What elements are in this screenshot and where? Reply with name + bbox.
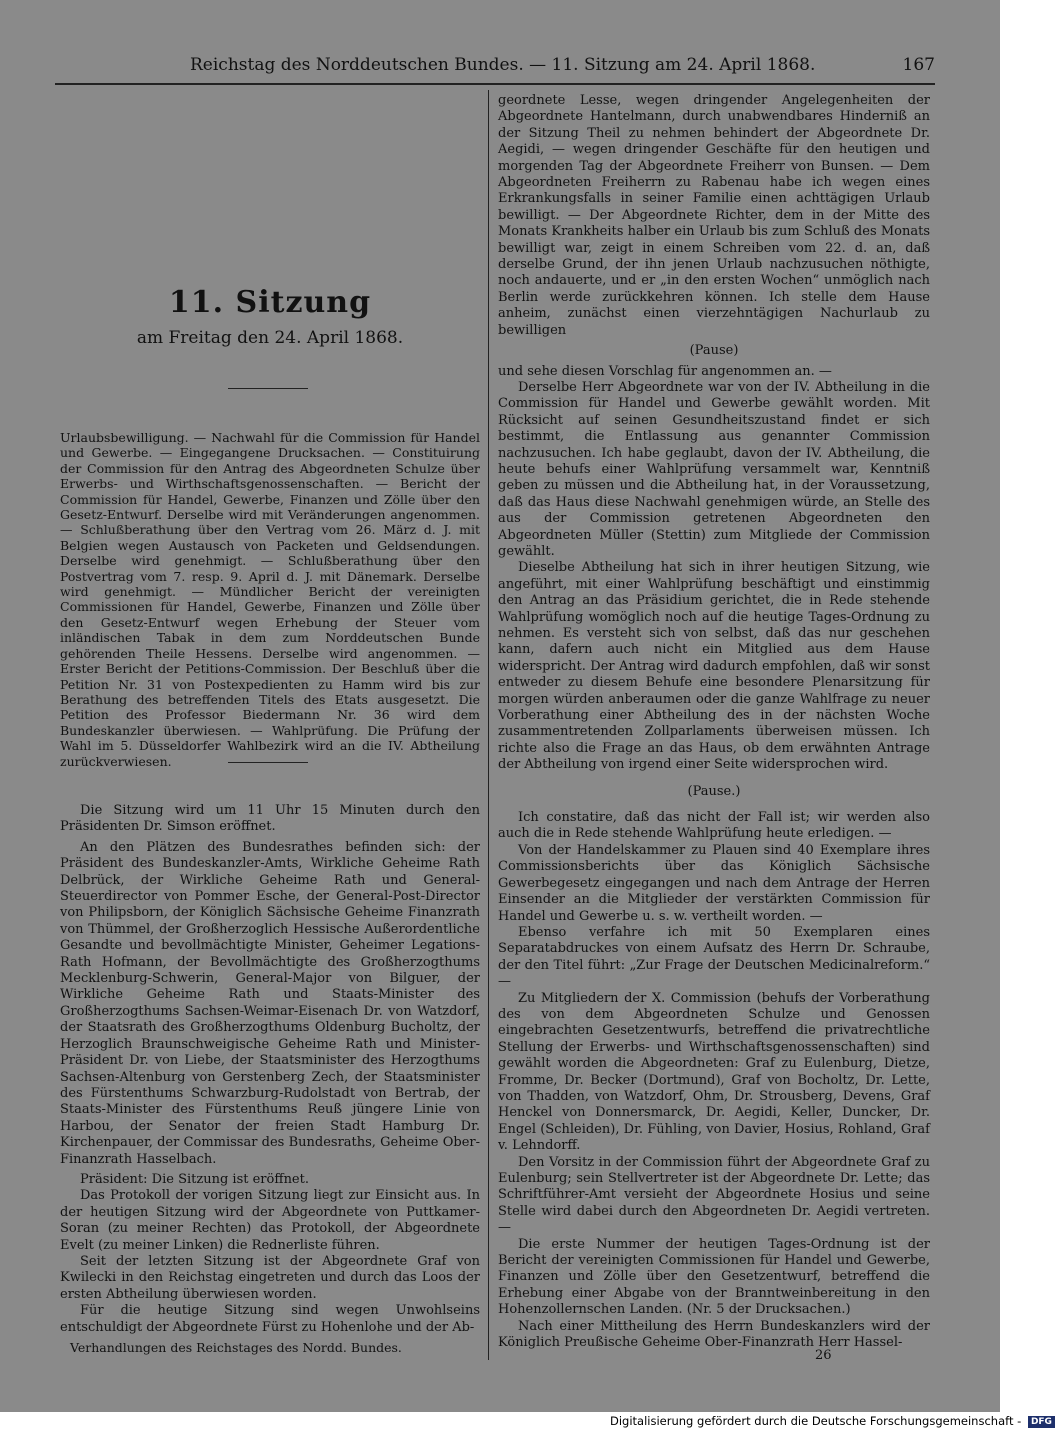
session-date: am Freitag den 24. April 1868. (136, 328, 404, 348)
paragraph: Den Vorsitz in der Commission führt der Abgeordnete Graf zu Eulenburg; sein Stellvertreter ist der Abgeordnete Dr. Lette; das Schriftführer-Amt versieht der Abgeordnete Hosius und seine Stelle wird dabei durch den Abgeordneten Dr. Aegidi vertreten. — (498, 1154, 930, 1236)
paragraph: und sehe diesen Vorschlag für angenommen an. — (498, 363, 832, 379)
title-rule (228, 388, 308, 389)
paragraph: Nach einer Mittheilung des Herrn Bundeskanzlers wird der Königlich Preußische Geheime Ober-Finanzrath Herr Hassel- (498, 1318, 930, 1351)
paragraph: geordnete Lesse, wegen dringender Angelegenheiten der Abgeordnete Hantelmann, durch unabwendbares Hinderniß an der Sitzung Theil zu nehmen behindert der Abgeordnete Dr. Aegidi, — wegen dringender Geschäfte für den heutigen und morgenden Tag der Abgeordnete Freiherr von Bunsen. — Dem Abgeordneten Freiherrn zu Rabenau habe ich wegen eines Erkrankungsfalls in seiner Familie einen achttägigen Urlaub bewilligt. — Der Abgeordnete Richter, dem in der Mitte des Monats Krankheits halber ein Urlaub bis zum Schluß des Monats bewilligt war, zeigt in einem Schreiben vom 22. d. an, daß derselbe Grund, der ihn jenen Urlaub nachzusuchen nöthigte, noch andauerte, und er „in den ersten Wochen“ unmöglich nach Berlin werde zurückkehren können. Ich stelle dem Hause anheim, zunächst einen vierzehntägigen Nachurlaub zu bewilligen (498, 93, 930, 338)
paragraph: Für die heutige Sitzung sind wegen Unwohlseins entschuldigt der Abgeordnete Fürst zu Hohenlohe und der Ab- (60, 1303, 480, 1335)
digitization-credit (610, 1414, 1055, 1428)
paragraph: Ich constatire, daß das nicht der Fall ist; wir werden also auch die in Rede stehende Wahlprüfung heute erledigen. — (498, 810, 930, 842)
running-header-title: Reichstag des Norddeutschen Bundes. — 11. Sitzung am 24. April 1868. (190, 55, 816, 75)
session-summary (60, 430, 480, 769)
left-column-body (60, 803, 480, 1336)
paragraph: Zu Mitgliedern der X. Commission (behufs der Vorberathung des von dem Abgeordneten Schulze und Genossen eingebrachten Gesetzentwurfs, betreffend die privatrechtliche Stellung der Erwerbs- und Wirthschaftsgenossenschaften) sind gewählt worden die Abgeordneten: Graf zu Eulenburg, Dietze, Fromme, Dr. Becker (Dortmund), Graf von Bocholtz, Dr. Lette, von Thadden, von Watzdorf, Ohm, Dr. Strousberg, Devens, Graf Henckel von Donnersmarck, Dr. Aegidi, Keller, Duncker, Dr. Engel (Schleiden), Dr. Fühling, von Davier, Hosius, Rohland, Graf v. Lehndorff. (498, 990, 930, 1154)
header-rule (55, 83, 935, 85)
footer-sheet-number: 26 (815, 1348, 832, 1363)
paragraph: Präsident: Die Sitzung ist eröffnet. (80, 1171, 309, 1187)
paragraph: Derselbe Herr Abgeordnete war von der IV. Abtheilung in die Commission für Handel und Gewerbe gewählt worden. Mit Rücksicht auf seinen Gesundheitszustand findet er sich bestimmt, die Entlassung aus genannter Commission nachzusuchen. Ich habe geglaubt, davon der IV. Abtheilung, die heute behufs einer Wahlprüfung versammelt war, Kenntniß geben zu müssen und die Abtheilung hat, in der Voraussetzung, daß das Haus diese Nachwahl genehmigen würde, an Stelle des aus der Commission getretenen Abgeordneten den Abgeordneten Müller (Stettin) zum Mitgliede der Commission gewählt. (498, 379, 930, 559)
paragraph: Ebenso verfahre ich mit 50 Exemplaren eines Separatabdruckes von einem Aufsatz des Herrn Dr. Schraube, der den Titel führt: „Zur Frage der Deutschen Medicinalreform.“ — (498, 924, 930, 990)
session-title: 11. Sitzung (168, 285, 372, 320)
page-number: 167 (902, 55, 935, 75)
column-divider (488, 90, 489, 1360)
paragraph: Die Sitzung wird um 11 Uhr 15 Minuten durch den Präsidenten Dr. Simson eröffnet. (60, 803, 480, 835)
paragraph: Das Protokoll der vorigen Sitzung liegt zur Einsicht aus. In der heutigen Sitzung wird der Abgeordnete von Puttkamer-Soran (zu meiner Rechten) das Protokoll, der Abgeordnete Evelt (zu meiner Linken) die Rednerliste führen. (60, 1188, 480, 1253)
running-header (190, 55, 935, 81)
right-column-body (498, 93, 930, 1351)
summary-rule (228, 762, 308, 763)
pause-note: (Pause) (689, 343, 739, 359)
credit-text: Digitalisierung gefördert durch die Deutsche Forschungsgemeinschaft - (610, 1414, 1022, 1428)
paragraph: Die erste Nummer der heutigen Tages-Ordnung ist der Bericht der vereinigten Commissionen für Handel und Gewerbe, Finanzen und Zölle über den Gesetzentwurf, betreffend die Erhebung einer Abgabe von der Branntweinbereitung in den Hohenzollernschen Landen. (Nr. 5 der Drucksachen.) (498, 1236, 930, 1318)
footer-publication: Verhandlungen des Reichstages des Nordd. Bundes. (70, 1340, 402, 1355)
pause-note: (Pause.) (687, 783, 741, 799)
paragraph: An den Plätzen des Bundesrathes befinden sich: der Präsident des Bundeskanzler-Amts, Wirkliche Geheime Rath Delbrück, der Wirkliche Geheime Rath und General-Steuerdirector von Pommer Esche, der General-Post-Director von Philipsborn, der Königlich Sächsische Geheime Finanzrath von Thümmel, der Großherzoglich Hessische Außerordentliche Gesandte und bevollmächtigte Minister, Geheimer Legations-Rath Hofmann, der Bevollmächtigte des Großherzogthums Mecklenburg-Schwerin, General-Major von Bilguer, der Wirkliche Geheime Rath und Staats-Minister des Großherzogthums Sachsen-Weimar-Eisenach Dr. von Watzdorf, der Staatsrath des Großherzogthums Oldenburg Bucholtz, der Herzoglich Braunschweigische Geheime Rath und Minister-Präsident Dr. von Liebe, der Staatsminister des Herzogthums Sachsen-Altenburg von Gerstenberg Zech, der Staatsminister des Fürstenthums Schwarzburg-Rudolstadt von Bertrab, der Staats-Minister des Fürstenthums Reuß jüngere Linie von Harbou, der Senator der freien Stadt Hamburg Dr. Kirchenpauer, der Commissar des Bundesraths, Geheime Ober-Finanzrath Hasselbach. (60, 839, 480, 1167)
paragraph: Dieselbe Abtheilung hat sich in ihrer heutigen Sitzung, wie angeführt, mit einer Wahlprüfung beschäftigt und einstimmig den Antrag an das Präsidium gerichtet, die in Rede stehende Wahlprüfung womöglich noch auf die heutige Tages-Ordnung zu nehmen. Es versteht sich von selbst, daß das nur geschehen kann, dafern auch nicht ein Mitglied aus dem Hause widerspricht. Der Antrag wird dadurch empfohlen, daß wir sonst entweder zu diesem Behufe eine besondere Plenarsitzung für morgen würden anberaumen oder die ganze Wahlfrage zu neuer Vorberathung einer Abtheilung des in der nächsten Woche zusammentretenden Zollparlaments überweisen müssen. Ich richte also die Frage an das Haus, ob dem erwähnten Antrage der Abtheilung von irgend einer Seite widersprochen wird. (498, 560, 930, 773)
dfg-logo-icon: DFG (1028, 1416, 1055, 1428)
paragraph: Seit der letzten Sitzung ist der Abgeordnete Graf von Kwilecki in den Reichstag eingetreten und durch das Loos der ersten Abtheilung überwiesen worden. (60, 1253, 480, 1302)
paragraph: Von der Handelskammer zu Plauen sind 40 Exemplare ihres Commissionsberichts über das Königlich Sächsische Gewerbegesetz eingegangen und nach dem Antrage der Herren Einsender an die Mitglieder der verstärkten Commission für Handel und Gewerbe u. s. w. vertheilt worden. — (498, 842, 930, 924)
summary-text: Urlaubsbewilligung. — Nachwahl für die Commission für Handel und Gewerbe. — Eingegangene Drucksachen. — Constituirung der Commission für den Antrag des Abgeordneten Schulze über Erwerbs- und Wirthschaftsgenossenschaften. — Bericht der Commission für Handel, Gewerbe, Finanzen und Zölle über den Gesetz-Entwurf. Derselbe wird mit Veränderungen angenommen. — Schlußberathung über den Vertrag vom 26. März d. J. mit Belgien wegen Austausch von Packeten und Geldsendungen. Derselbe wird genehmigt. — Schlußberathung über den Postvertrag vom 7. resp. 9. April d. J. mit Dänemark. Derselbe wird genehmigt. — Mündlicher Bericht der vereinigten Commissionen für Handel, Gewerbe, Finanzen und Zölle über den Gesetz-Entwurf wegen Erhebung der Steuer vom inländischen Tabak in dem zum Norddeutschen Bunde gehörenden Theile Hessens. Derselbe wird angenommen. — Erster Bericht der Petitions-Commission. Der Beschluß über die Petition Nr. 31 von Postexpedienten zu Hamm wird bis zur Berathung des betreffenden Titels des Etats ausgesetzt. Die Petition des Professor Biedermann Nr. 36 wird dem Bundeskanzler überwiesen. — Wahlprüfung. Die Prüfung der Wahl im 5. Düsseldorfer Wahlbezirk wird an die IV. Abtheilung zurückverwiesen. (60, 430, 480, 769)
